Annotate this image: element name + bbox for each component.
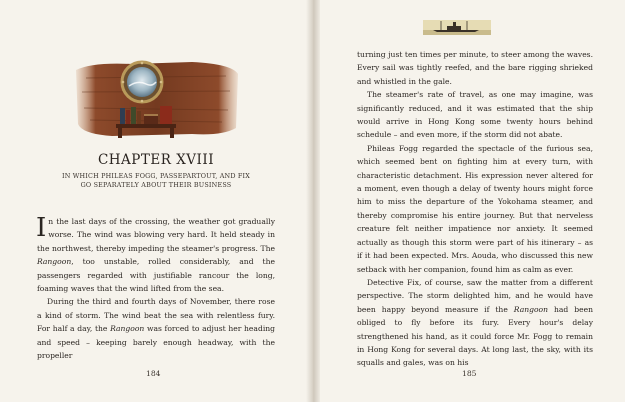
book-gutter: [306, 0, 320, 402]
left-paragraph-2: [37, 295, 275, 362]
page-number-left: 184: [146, 369, 161, 378]
right-paragraph-2: The steamer's rate of travel, as one may imagine, was significantly reduced, and it was estimated that the ship would arrive in Hong Kong some twenty hours behind schedule – and even more, if the storm did not abate.: [357, 90, 593, 140]
right-paragraph-4-text-a: Detective Fix, of course, saw the matter from a different perspective. The storm delighted him, and he would have been happy beyond measure if the: [357, 277, 593, 314]
left-paragraph-1: [37, 215, 275, 295]
left-paragraph-1-text-a: n the last days of the crossing, the weather got gradually worse. The wind was blowing very hard. It held steady in the northwest, thereby impeding the steamer's progress. The: [37, 217, 275, 253]
porthole-shelf-picture: [72, 58, 240, 148]
right-paragraph-4-text-b: had been obliged to fly before its fury. Every hour's delay strengthened his hand, as it could force Mr. Fogg to remain in Hong Kong for several days. At long last, the sky, with its squalls and gales, was on his: [357, 304, 593, 368]
ship-name-rangoon: Rangoon: [513, 304, 549, 314]
chapter-title: CHAPTER XVIII: [97, 152, 215, 168]
left-body-text: [37, 215, 275, 362]
left-page: [0, 0, 312, 402]
right-paragraph-3: Phileas Fogg regarded the spectacle of the furious sea, which seemed bent on fighting him at every turn, with characteristic detachment. His expression never altered for a moment, even though a delay of twenty hours might force him to miss the departure of the Yokohama steamer, and thereby compromise his entire journey. But that nerveless creature felt neither impatience nor anxiety. It seemed actually as though this storm were part of his itinerary – as if it had been expected. Mrs. Aouda, who discussed this new setback with her companion, found him as calm as ever.: [357, 143, 593, 274]
cabin-porthole-illustration: [72, 58, 240, 148]
right-paragraph-4: [357, 276, 593, 370]
drop-cap: I: [36, 213, 47, 243]
chapter-subtitle: IN WHICH PHILEAS FOGG, PASSEPARTOUT, AND FIX GO SEPARATELY ABOUT THEIR BUSINESS: [62, 172, 250, 189]
ship-name-rangoon: Rangoon: [37, 257, 72, 267]
page-number-right: 185: [462, 369, 477, 378]
right-paragraph-1: turning just ten times per minute, to steer among the waves. Every sail was tightly reefed, and the bare rigging shrieked and whistled in the gale.: [357, 50, 593, 86]
ship-name-rangoon: Rangoon: [110, 324, 145, 334]
steamship-vignette: [423, 20, 491, 35]
steamship-picture: [423, 20, 491, 35]
left-paragraph-1-text-b: , too unstable, rolled considerably, and the passengers regarded with justifiable rancour the long, foaming waves that the wind lifted from the sea.: [37, 257, 275, 294]
left-paragraph-2-text-a: During the third and fourth days of November, there rose a kind of storm. The wind beat the sea with relentless fury. For half a day, the: [37, 297, 275, 334]
right-body-text: [357, 48, 593, 370]
left-paragraph-2-text-b: was forced to adjust her heading and speed – keeping barely enough headway, with the propeller: [37, 324, 275, 361]
